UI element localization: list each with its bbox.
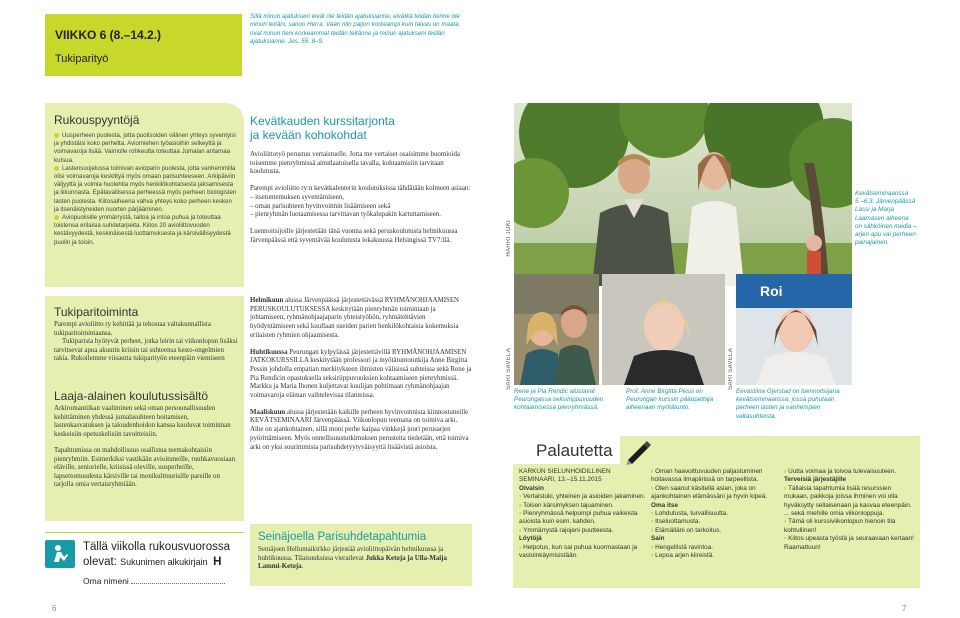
caption-rendic: Rene ja Pia Rendic alustavat Peurungassa seksiirippuvuuden kohtaamisessa pienryhmässä. bbox=[514, 388, 604, 412]
courses-p3: Luennoitsijoille järjestetään tänä vuonna sekä peruskoulutusta helmikuussa Järvenpäässä että syventävää koulutusta lokakuussa Helsingissä TV7:llä. bbox=[250, 227, 458, 244]
courses-title-line2: ja kevään kohokohdat bbox=[250, 128, 367, 142]
chevron-right-icon: › bbox=[651, 468, 654, 475]
feedback-head2: SEMINAARI, 13.–15.11.2015 bbox=[519, 476, 602, 484]
feedback-col1 bbox=[519, 468, 646, 560]
tukipari-title2: Laaja-alainen koulutussisältö bbox=[54, 389, 209, 403]
tukipari-title: Tukiparitoiminta bbox=[54, 305, 139, 319]
weekly-prayer-line2 bbox=[83, 556, 221, 568]
feedback-title: Palautetta bbox=[536, 441, 613, 460]
event-mar: Maaliskuun alussa järjestetään kaikille perheen hyvinvoinnista kiinnostuneille KEVÄTSEMINAARI Järvenpäässä. Viikonlopun teemana on toimiva arki. Aihe on ajankohtainen, sillä moni perhe kaipaa vinkkejä juuri perusarjen pyörittämiseen. Myös onnellisuustutkimuksen perusteita tiedetään, että toimiva arki on yksi suurimmista parisuhdetyytyväisyyttä lisäävistä asioista. bbox=[250, 408, 469, 451]
courses-list-item: – pienryhmän luotaamisessa tarvittavan työkalupakin kartuttamiseen. bbox=[250, 211, 441, 219]
prayer-list bbox=[54, 132, 238, 247]
feedback-item: › Toisen kärsimyksen tajuaminen. bbox=[519, 501, 614, 509]
page-number-right: 7 bbox=[902, 604, 907, 613]
courses-title bbox=[250, 114, 470, 142]
weekly-prayer-line1: Tällä viikolla rukousvuorossa bbox=[83, 541, 231, 553]
seinajoki-names: Jukka Ketoja ja Ulla-Maija Lammi-Ketoja bbox=[258, 554, 447, 571]
pencil-icon bbox=[624, 436, 654, 466]
week-theme: Tukiparityö bbox=[55, 53, 109, 65]
feedback-item: › Elämälläni on tarkoitus. bbox=[651, 526, 722, 534]
feedback-item: › Helpotus, kun sai puhua kuormastaan ja vastoinkäymisistään. bbox=[519, 543, 638, 560]
feedback-item: › Tämä oli kurssiviikonlopun hienoin tila kohtullinen! bbox=[784, 518, 896, 534]
feedback-head1: KARKUN SIELUNHOIDILLINEN bbox=[519, 468, 611, 475]
week-header-box bbox=[45, 14, 242, 76]
bullet-icon bbox=[54, 166, 59, 171]
weekly-prayer-initial-label: Sukunimen alkukirjain bbox=[120, 557, 211, 567]
gjerstad-photo bbox=[736, 274, 852, 385]
chevron-right-icon: › bbox=[519, 493, 522, 501]
feedback-col3 bbox=[784, 468, 914, 552]
event-apr: Huhtikuussa Peurungan kylpylässä järjestettävillä RYHMÄNOHJAAMISEN JATKOKURSSILLA keskitytään professori ja myötätuntotutkija Anne Birgitta Pessin johdolla empatian merkitykseen ihmisten välisissä suhteissa sekä Rene ja Pia Rendicin opastuksella seksiriippuvuuksien kohtaamiseen pienryhmissä. Markku ja Maria Ihonen kuljettavat kuulijan pohtimaan ryhmänohjaajan voimavaroja eläman vaihtelevissa tilanteissa. bbox=[250, 348, 472, 400]
chevron-right-icon: › bbox=[784, 535, 787, 543]
verse-text: Sillä minun ajatukseni eivät ole teidän ajatuksianne, eivätkä teidän tienne ole minun teitäni, sanoo Herra. Vaan niin paljon korkeampi kuin taivas on maata, ovat minun tieni korkeammat teidän teitänne ja minun ajatukseni teidän ajatuksianne. bbox=[250, 13, 461, 45]
feedback-item: › Ymmärrystä rajojeni puutteesta. bbox=[519, 526, 614, 534]
events-body bbox=[250, 297, 472, 452]
feedback-item: › Lohdutusta, turvallisuutta. bbox=[651, 510, 728, 518]
chevron-right-icon: › bbox=[784, 484, 787, 492]
feedback-section: Oma itse bbox=[651, 501, 678, 509]
tukipari-body2 bbox=[54, 405, 238, 490]
tukipari-p3: Arkiromantiikan vaaliminen sekä oman persoonallisuuden kehittäminen yhdessä jumalasuhteen hoitamisen, lastenkasvatuksen ja taloudenhoidon kanssa kuuluvat toiminnan keskeisiin opetuskelisiin tavoitteisiin. bbox=[54, 405, 231, 438]
bullet-icon bbox=[54, 215, 59, 220]
chevron-right-icon: › bbox=[651, 543, 654, 551]
week-title: VIIKKO 6 (8.–14.2.) bbox=[55, 28, 162, 42]
pessi-photo bbox=[602, 274, 725, 385]
chevron-right-icon: › bbox=[651, 552, 654, 560]
feedback-item: › Oman haavoittuvuuden paljastuminen hoitavassa ilmapiirissä on tarpeellista. bbox=[651, 468, 763, 484]
photo-credit-top: HARRI JOKI bbox=[506, 220, 512, 257]
feedback-item: › Kiitos upeasta työstä ja seuraavaan kertaan! Raamattuun! bbox=[784, 535, 914, 551]
couple-photo bbox=[514, 103, 852, 286]
feedback-section: Terveisiä järjestäjille bbox=[784, 476, 847, 484]
tukipari-body bbox=[54, 321, 238, 364]
weekly-prayer-letter: H bbox=[213, 556, 222, 568]
chevron-right-icon: › bbox=[784, 518, 787, 526]
courses-body bbox=[250, 151, 472, 245]
event-feb: Helmikuun alussa Järvenpäässä järjestettävässä RYHMÄNOHJAAMISEN PERUSKOULUTUKSESSA keskitytään pienryhmän toimintaan ja johtamiseen, ryhmänohjaajaparin yhteistyöhön, ryhmätehtävien hyödyntämiseen sekä kuullaan useiden parien henkilökohtaisia kokemuksia erilaisten ryhmien ohjaamisesta. bbox=[250, 297, 460, 339]
photo-credit-2: SARI SAVELA bbox=[728, 348, 734, 390]
feedback-section: Löytöjä bbox=[519, 535, 542, 543]
courses-p1: Avioliittotyö perustuu vertaistuelle. Jotta me vertaiset osaisimme huomioida toisemme pienryhmissä ainutlaatuisella tavalla, kohtaamisiin tarvitaan koulutusta. bbox=[250, 151, 460, 176]
feedback-item: › Hengellistä ravintoa. bbox=[651, 543, 714, 551]
caption-pessi: Prof. Anne Birgitta Pessi on Peurungan kurssin pääopettaja aiheenaan myötätunto. bbox=[626, 388, 714, 412]
svg-text:Roi: Roi bbox=[760, 283, 783, 299]
feedback-item: › Pienryhmässä helpompi puhua vaikeista asioista kuin esim. kahden. bbox=[519, 510, 638, 526]
bible-verse bbox=[250, 13, 466, 46]
tukipari-p2: Tukiparista hyötyvät perheet, jotka leirin tai viikonlopun lisäksi tarvitsevat apua akuutin kriisin tai suhteensa kesto-ongelmien takia. Rukoilemme viisautta tukiparityön eteenpäin viemiseen bbox=[54, 338, 238, 362]
chevron-right-icon: › bbox=[651, 518, 654, 526]
chevron-right-icon: › bbox=[651, 484, 654, 492]
page-number-left: 6 bbox=[52, 604, 57, 613]
chevron-right-icon: › bbox=[519, 501, 522, 509]
courses-title-line1: Kevätkauden kurssitarjonta bbox=[250, 114, 395, 128]
feedback-col2 bbox=[651, 468, 779, 560]
chevron-right-icon: › bbox=[651, 526, 654, 534]
chevron-right-icon: › bbox=[651, 510, 654, 518]
feedback-item: › Lepoa arjen kiireistä. bbox=[651, 552, 715, 560]
rendic-photo bbox=[514, 274, 599, 385]
photo-credit-1: SARI SAVELA bbox=[506, 348, 512, 390]
own-name-label bbox=[83, 576, 225, 586]
praying-hands-icon bbox=[45, 540, 75, 568]
prayer-item: Uusperheen puolesta, jotta puolisoiden välinen yhteys syventyisi ja yhdistäisi koko perhetta. Aviomiehen työasioihin selkeyttä ja voimavaroja lisää. Vaimolle rohkeutta toteuttaa Jumalan antamaa kutsua. bbox=[54, 132, 236, 164]
chevron-right-icon: › bbox=[519, 543, 522, 551]
seinajoki-body bbox=[258, 546, 466, 572]
courses-list-item: – oman parisuhteen hyvinvoinnin lisäämiseen sekä bbox=[250, 202, 391, 210]
caption-gjerstad: Eevastiina Gjerstad on luennoitsijana kevätseminaarissa, jossa puhutaan perheen lasten ja vanhempien valtasuhteista. bbox=[736, 388, 840, 420]
feedback-item: › Uutta voimaa ja toivoa tulevaisuuteen. bbox=[784, 468, 897, 475]
chevron-right-icon: › bbox=[519, 526, 522, 534]
courses-list-item: – itsetuntemuksen syventämiseen, bbox=[250, 193, 344, 201]
seinajoki-text: Seinäjoen Helluntaikirkko järjestää avioliittopäivän helmikuussa ja huhtikuussa. Tilaisuuksissa vierailevat bbox=[258, 546, 444, 562]
feedback-section: Oivalsin bbox=[519, 484, 544, 492]
feedback-item: › Vertaistuki, yhteinen ja asioiden jakaminen. bbox=[519, 493, 646, 501]
own-name-line[interactable] bbox=[131, 583, 225, 584]
seinajoki-end: . bbox=[301, 563, 304, 571]
verse-ref: Jes. 55: 8–9. bbox=[288, 37, 324, 45]
prayer-item: Lastensuojelussa toimivan avioparin puolesta, jotta vanhemmilla olisi voimavaroja keskittyä myös omaan parisuhteeseen. Arkipäiviin väljyyttä ja voimia huolehtia myös henkilökohtaisesta jaksamisesta ja liikunnasta. Epätavallisessa perheessä myös perheen biologisten lasten puolesta. Kiitosaiheena vahva yhteys koko perheen kesken ja itsenäistyneiden nuorten pärjääminen. bbox=[54, 164, 237, 213]
bullet-icon bbox=[54, 133, 59, 138]
feedback-item: › Tällaisia tapahtumia lisää resurssien mukaan, paikkoja joissa ihminen voi olla hyväksytty sellaisenaan ja kasvaa eteenpäin. ... sekä miehille omia viikonloppuja. bbox=[784, 484, 912, 518]
weekly-prayer-olevat: olevat: bbox=[83, 556, 121, 568]
tukipari-p4: Tapahtumissa on mahdollisuus osallistua teemakohtaisiin pienryhmiin. Esimerkiksi vastikään avioituneille, ruuhkavuosiaan eläville, seniorielle, kriisissä oleville, uusperheille, lapsettomuudesta kärsiville tai monikulttuurisille pareille on tarjolla omia vertaisryhmiään. bbox=[54, 447, 236, 488]
tukipari-p1: Parempi avioliitto ry kehittää ja tehostaa valtakunnallista tukiparitoimintaansa. bbox=[54, 321, 211, 337]
feedback-section: Sain bbox=[651, 535, 665, 543]
photo-caption-top: Kevätseminaarissa 5.–6.3. Järvenpäässä Lassi ja Marja Laamasen aiheena on sähköinen media – arjen apu vai perheen painajainen. bbox=[855, 190, 917, 247]
prayer-title: Rukouspyyntöjä bbox=[54, 113, 140, 127]
chevron-right-icon: › bbox=[519, 510, 522, 518]
seinajoki-title: Seinäjoella Parisuhdetapahtumia bbox=[258, 531, 427, 543]
courses-p2: Parempi avioliitto ry:n kevätkalenterin koulutuksissa tähdätään kolmeen asiaan: bbox=[250, 185, 471, 193]
feedback-item: › Olen saanut käsitellä asian, joka on ajankohtainen elämässäni ja hyvin kipeä. bbox=[651, 484, 768, 501]
chevron-right-icon: › bbox=[784, 468, 787, 475]
feedback-item: › Itseluottamusta. bbox=[651, 518, 701, 526]
prayer-item: Aviopuolisille ymmärrystä, taitoa ja intoa puhua ja toteuttaa toistensa erilaisia suhdetarpeita. Kiitos 20 avioliittovuoden kestävyydestä, keskinäisestä luottamuksesta ja kärsivällisyydestä puolin ja toisin. bbox=[54, 214, 231, 246]
own-name-text: Oma nimeni bbox=[83, 576, 129, 586]
